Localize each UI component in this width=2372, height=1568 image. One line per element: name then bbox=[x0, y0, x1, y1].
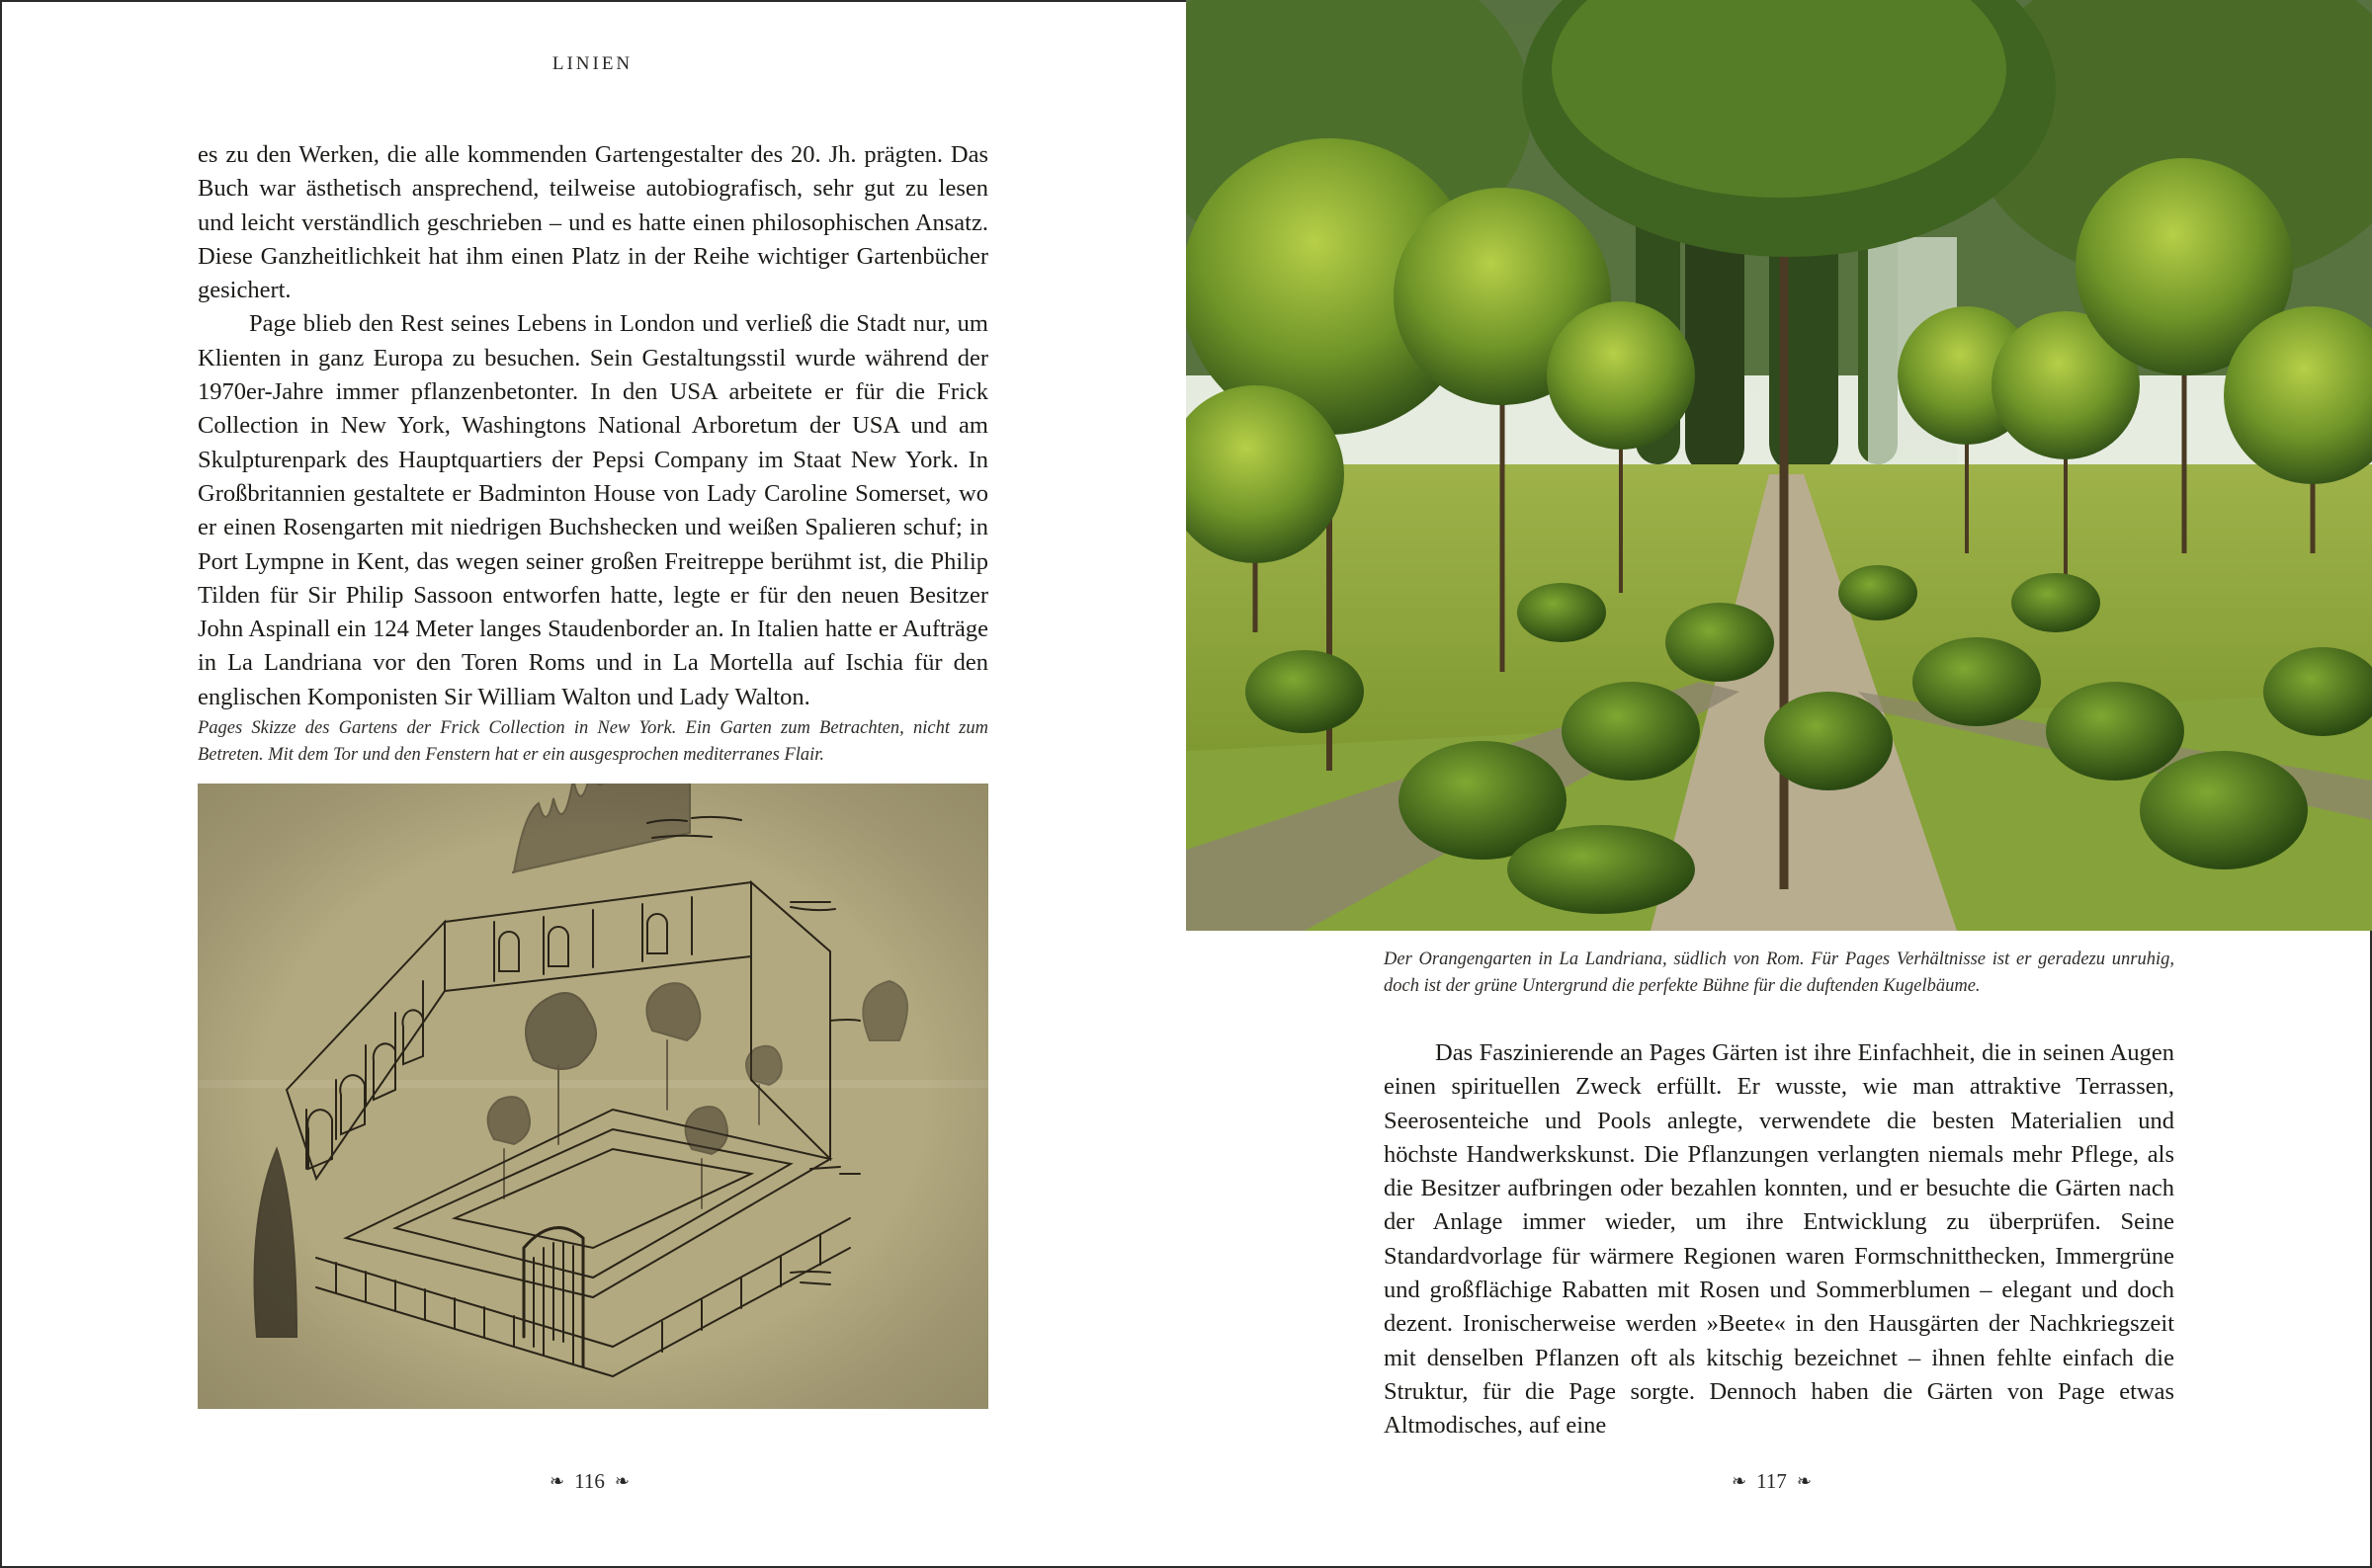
right-paragraph-1: Das Faszinierende an Pages Gärten ist ihre Einfachheit, die in seinen Augen einen spirituellen Zweck erfüllt. Er wusste, wie man attraktive Terrassen, Seerosenteiche und Pools anlegte, verwendete die besten Materialien und höchste Handwerkskunst. Die Pflanzungen verlangten niemals mehr Pflege, als die Besitzer aufbringen oder bezahlen konnten, und er besuchte die Gärten nach der Anlage immer wieder, um ihre Entwicklung zu überprüfen. Seine Standardvorlage für wärmere Regionen waren Formschnitthecken, Immergrüne und großflächige Rabatten mit Rosen und Sommerblumen – elegant und doch dezent. Ironischerweise werden »Beete« in den Hausgärten der Nachkriegszeit mit denselben Pflanzen oft als kitschig bezeichnet – ihnen fehlte einfach die Struktur, für die Page sorgte. Dennoch haben die Gärten von Page etwas Altmodisches, auf eine bbox=[1384, 1039, 2174, 1440]
folio-number-right: 117 bbox=[1756, 1469, 1787, 1493]
orange-garden-photo bbox=[1186, 0, 2372, 931]
right-body-text bbox=[1384, 1036, 2174, 1444]
sketch-caption: Pages Skizze des Gartens der Frick Collection in New York. Ein Garten zum Betrachten, nicht zum Betreten. Mit dem Tor und den Fenstern hat er ein ausgesprochen mediterranes Flair. bbox=[198, 718, 988, 765]
running-head: LINIEN bbox=[551, 53, 634, 74]
folio-ornament-left-icon: ❧ bbox=[550, 1471, 565, 1491]
page-number-right bbox=[1732, 1469, 1812, 1494]
folio-ornament-right-icon: ❧ bbox=[614, 1471, 630, 1491]
left-paragraph-2: Page blieb den Rest seines Lebens in London und verließ die Stadt nur, um Klienten in ganz Europa zu besuchen. Sein Gestaltungsstil wurde während der 1970er-Jahre immer pflanzenbetonter. In den USA arbeitete er für die Frick Collection in New York, Washingtons National Arboretum der USA und am Skulpturenpark des Hauptquartiers der Pepsi Company im Staat New York. In Großbritannien gestaltete er Badminton House von Lady Caroline Somerset, wo er einen Rosengarten mit niedrigen Buchshecken und weißen Spalieren schuf; in Port Lympne in Kent, das wegen seiner großen Freitreppe berühmt ist, die Philip Tilden für Sir Philip Sassoon entworfen hatte, legte er für den neuen Besitzer John Aspinall ein 124 Meter langes Staudenborder an. In Italien hatte er Aufträge in La Landriana vor den Toren Roms und in La Mortella auf Ischia für den englischen Komponisten Sir William Walton und Lady Walton. bbox=[198, 310, 988, 710]
folio-ornament-right-icon: ❧ bbox=[1796, 1471, 1812, 1491]
left-paragraph-1: es zu den Werken, die alle kommenden Gartengestalter des 20. Jh. prägten. Das Buch war ästhetisch ansprechend, teilweise autobiografisch, sehr gut zu lesen und leicht verständlich geschrieben – und es hatte einen philosophischen Ansatz. Diese Ganzheitlichkeit hat ihm einen Platz in der Reihe wichtiger Gartenbücher gesichert. bbox=[198, 141, 988, 304]
garden-sketch-image bbox=[198, 784, 988, 1409]
photo-caption: Der Orangengarten in La Landriana, südlich von Rom. Für Pages Verhältnisse ist er geradezu unruhig, doch ist der grüne Untergrund die perfekte Bühne für die duftenden Kugelbäume. bbox=[1384, 949, 2174, 996]
folio-number-left: 116 bbox=[574, 1469, 605, 1493]
page-number-left bbox=[550, 1469, 630, 1494]
folio-ornament-left-icon: ❧ bbox=[1732, 1471, 1747, 1491]
left-body-text bbox=[198, 138, 988, 714]
